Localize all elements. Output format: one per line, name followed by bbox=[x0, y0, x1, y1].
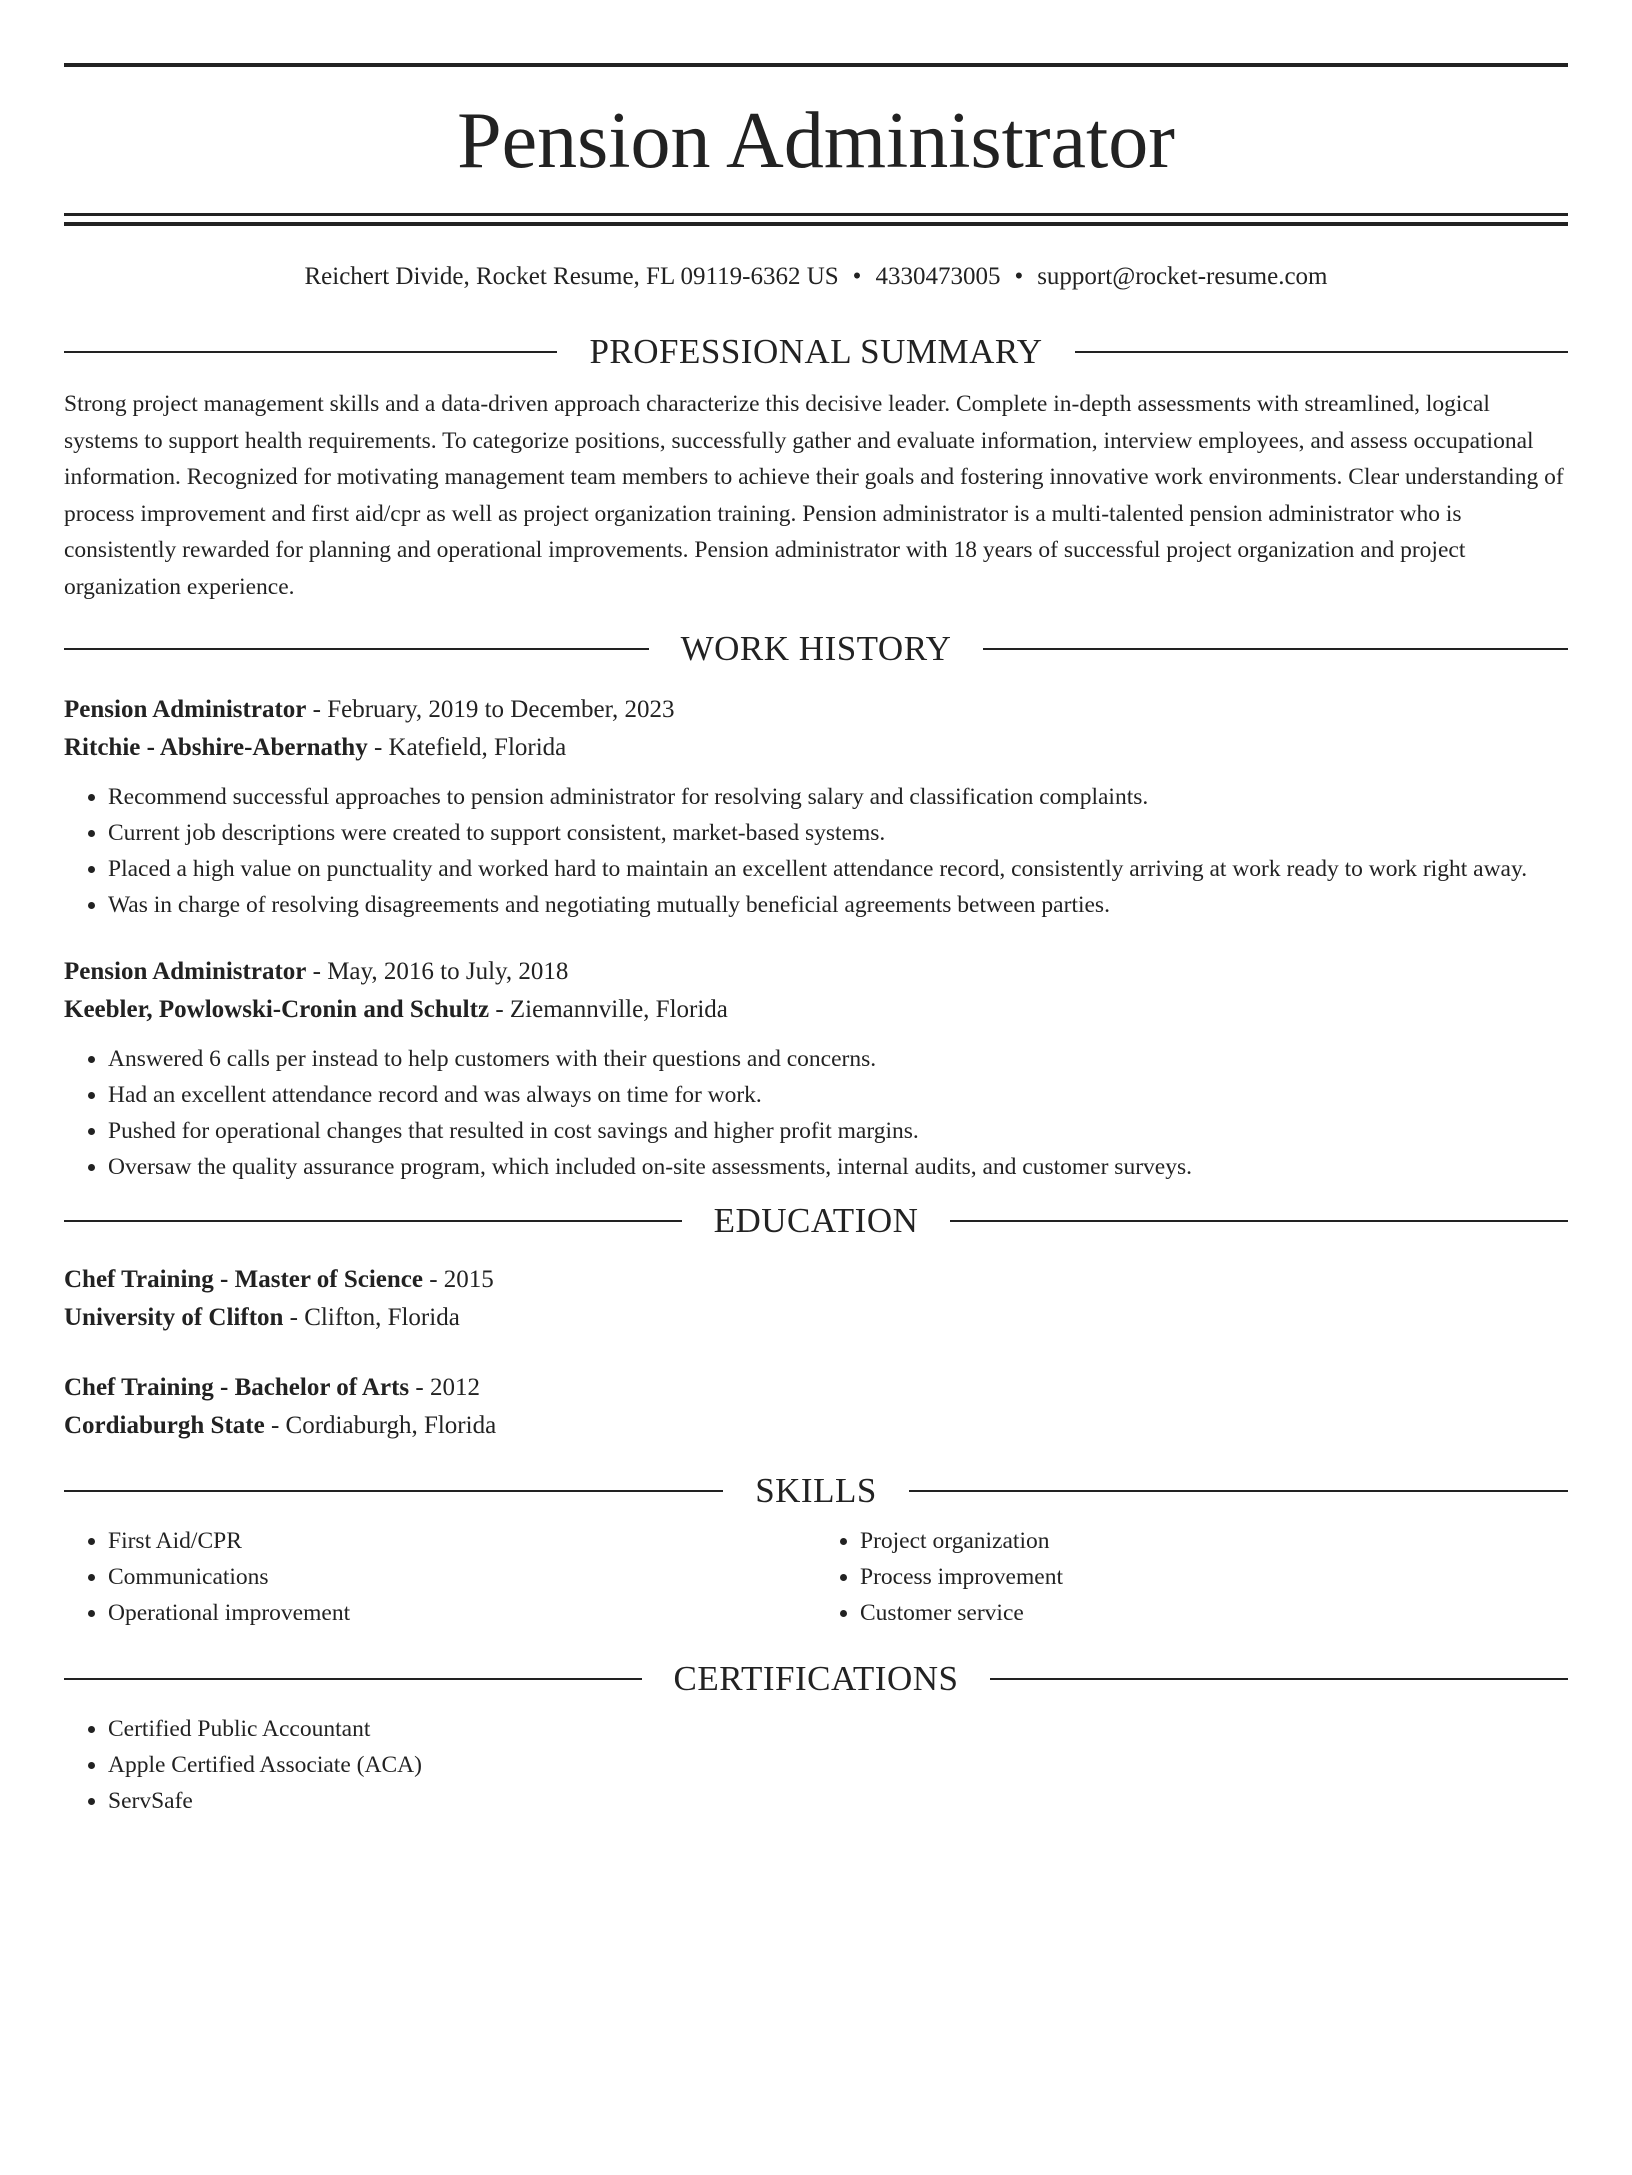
edu-location: - Clifton, Florida bbox=[283, 1303, 460, 1331]
job-entry bbox=[64, 691, 1568, 923]
section-title: WORK HISTORY bbox=[680, 628, 952, 668]
certification-item: • ServSafe bbox=[108, 1783, 1568, 1819]
section-header-summary bbox=[64, 332, 1568, 372]
contact-email: support@rocket-resume.com bbox=[1037, 263, 1328, 290]
job-company: Ritchie - Abshire-Abernathy bbox=[64, 733, 368, 761]
page-title: Pension Administrator bbox=[457, 97, 1175, 185]
edu-degree: Chef Training - Bachelor of Arts bbox=[64, 1373, 410, 1401]
top-rule bbox=[64, 63, 1568, 67]
edu-school: Cordiaburgh State bbox=[64, 1411, 265, 1439]
skill-item: • Operational improvement bbox=[108, 1595, 816, 1631]
certification-item: • Certified Public Accountant bbox=[108, 1711, 1568, 1747]
list-item: • Had an excellent attendance record and was always on time for work. bbox=[108, 1077, 1568, 1113]
section-title: SKILLS bbox=[755, 1470, 877, 1510]
contact-line bbox=[64, 262, 1568, 292]
section-title: EDUCATION bbox=[713, 1200, 919, 1240]
section-header-education bbox=[64, 1201, 1568, 1241]
job-location: - Ziemannville, Florida bbox=[489, 995, 728, 1023]
skill-item: • Project organization bbox=[860, 1523, 1568, 1559]
certifications-list bbox=[64, 1711, 1568, 1819]
list-item: • Recommend successful approaches to pension administrator for resolving salary and classification complaints. bbox=[108, 779, 1568, 815]
education-entry bbox=[64, 1261, 1568, 1337]
skills-column-right bbox=[816, 1523, 1568, 1631]
list-item: • Current job descriptions were created to support consistent, market-based systems. bbox=[108, 815, 1568, 851]
edu-location: - Cordiaburgh, Florida bbox=[264, 1411, 497, 1439]
skill-item: • First Aid/CPR bbox=[108, 1523, 816, 1559]
skills-column-left bbox=[64, 1523, 816, 1631]
edu-year: - 2015 bbox=[422, 1265, 494, 1293]
resume-page bbox=[0, 63, 1632, 2175]
skills-grid bbox=[64, 1523, 1568, 1631]
list-item: • Answered 6 calls per instead to help customers with their questions and concerns. bbox=[108, 1041, 1568, 1077]
list-item: • Pushed for operational changes that resulted in cost savings and higher profit margins. bbox=[108, 1113, 1568, 1149]
section-header-certifications bbox=[64, 1659, 1568, 1699]
education-entry bbox=[64, 1369, 1568, 1445]
job-bullets bbox=[64, 779, 1568, 923]
job-entry bbox=[64, 953, 1568, 1185]
section-header-skills bbox=[64, 1471, 1568, 1511]
edu-degree: Chef Training - Master of Science bbox=[64, 1265, 423, 1293]
job-title: Pension Administrator bbox=[64, 957, 307, 985]
job-bullets bbox=[64, 1041, 1568, 1185]
skill-item: • Process improvement bbox=[860, 1559, 1568, 1595]
contact-phone: 4330473005 bbox=[875, 263, 1001, 290]
summary-text: Strong project management skills and a data-driven approach characterize this decisive leader. Complete in-depth assessments with streamlined, logical systems to support health requirements. To categorize positions, successfully gather and evaluate information, interview employees, and assess occupational information. Recognized for motivating management team members to achieve their goals and fostering innovative work environments. Clear understanding of process improvement and first aid/cpr as well as project organization training. Pension administrator is a multi-talented pension administrator who is consistently rewarded for planning and operational improvements. Pension administrator with 18 years of successful project organization and project organization experience. bbox=[64, 391, 1564, 600]
certification-item: • Apple Certified Associate (ACA) bbox=[108, 1747, 1568, 1783]
skill-item: • Communications bbox=[108, 1559, 816, 1595]
edu-school: University of Clifton bbox=[64, 1303, 284, 1331]
list-item: • Was in charge of resolving disagreements and negotiating mutually beneficial agreements between parties. bbox=[108, 887, 1568, 923]
contact-separator: • bbox=[1014, 263, 1024, 290]
edu-year: - 2012 bbox=[409, 1373, 480, 1401]
skill-item: • Customer service bbox=[860, 1595, 1568, 1631]
title-double-rule bbox=[64, 213, 1568, 226]
list-item: • Oversaw the quality assurance program, which included on-site assessments, internal audits, and customer surveys. bbox=[108, 1149, 1568, 1185]
contact-address: Reichert Divide, Rocket Resume, FL 09119-6362 US bbox=[304, 263, 839, 290]
list-item: • Placed a high value on punctuality and worked hard to maintain an excellent attendance record, consistently arriving at work ready to work right away. bbox=[108, 851, 1568, 887]
job-dates: - February, 2019 to December, 2023 bbox=[306, 695, 675, 723]
job-location: - Katefield, Florida bbox=[367, 733, 567, 761]
section-title: CERTIFICATIONS bbox=[673, 1658, 959, 1698]
job-title: Pension Administrator bbox=[64, 695, 307, 723]
job-company: Keebler, Powlowski-Cronin and Schultz bbox=[64, 995, 490, 1023]
section-header-work bbox=[64, 629, 1568, 669]
section-title: PROFESSIONAL SUMMARY bbox=[589, 332, 1043, 371]
contact-separator: • bbox=[852, 263, 862, 290]
job-dates: - May, 2016 to July, 2018 bbox=[306, 957, 569, 985]
